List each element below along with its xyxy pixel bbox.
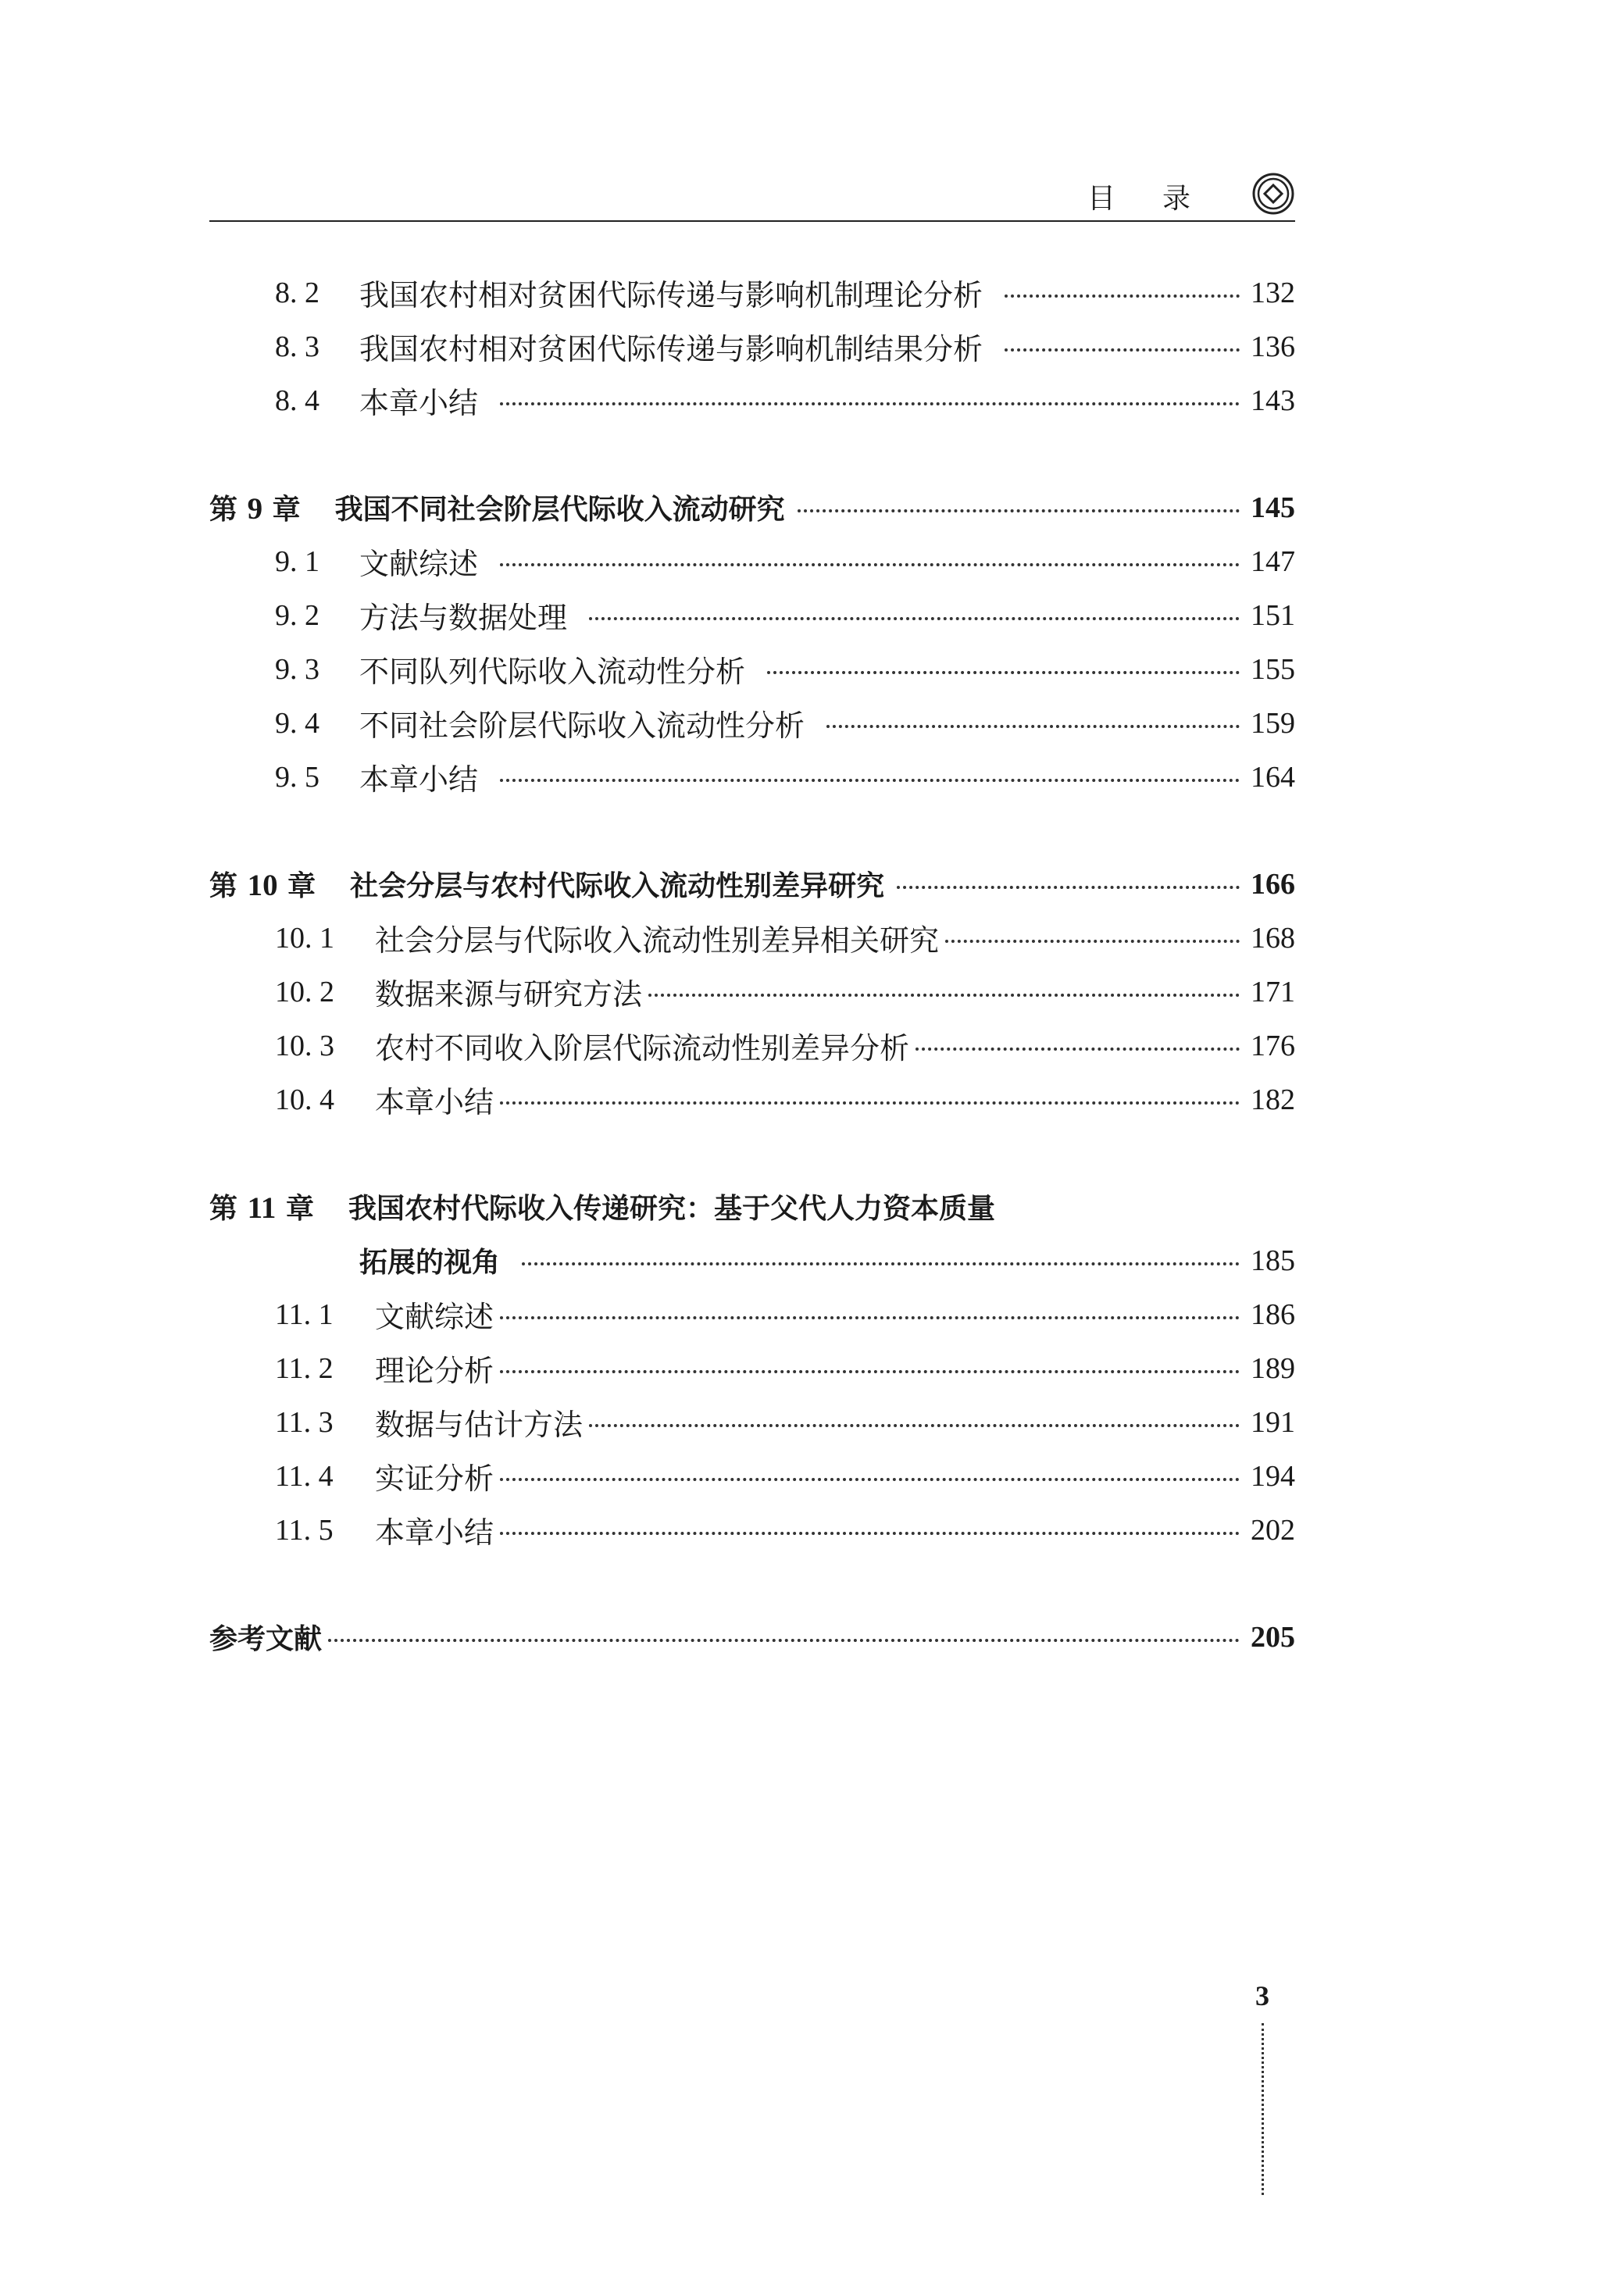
section-number: 8. 2 <box>275 276 319 309</box>
toc-entry-11-2[interactable] <box>209 1341 1295 1395</box>
toc-entry-10-3[interactable] <box>209 1019 1295 1073</box>
section-number: 11. 4 <box>275 1459 334 1493</box>
section-title: 数据来源与研究方法 <box>375 977 643 1012</box>
page-number: 151 <box>1251 598 1295 632</box>
header-title-char-2: 录 <box>1162 183 1237 215</box>
chapter-label-suffix: 章 <box>287 870 316 902</box>
toc-entry-8-3[interactable] <box>209 319 1295 373</box>
toc-chapter-10[interactable] <box>209 857 1295 911</box>
section-number: 10. 2 <box>275 975 334 1008</box>
dot-leader <box>826 725 1240 728</box>
dot-leader <box>328 1639 1240 1642</box>
section-number: 10. 3 <box>275 1029 334 1062</box>
section-title: 我国农村相对贫困代际传递与影响机制理论分析 <box>359 278 983 312</box>
folio-dotted-rule <box>1262 2023 1264 2195</box>
section-number: 9. 1 <box>275 544 319 578</box>
chapter-title-line-1: 我国农村代际收入传递研究：基于父代人力资本质量 <box>348 1193 995 1225</box>
toc-entry-10-2[interactable] <box>209 965 1295 1019</box>
section-title: 理论分析 <box>375 1354 494 1388</box>
section-number: 9. 5 <box>275 760 319 794</box>
section-title: 本章小结 <box>359 386 479 420</box>
section-title: 实证分析 <box>375 1462 494 1496</box>
toc-entry-9-3[interactable] <box>209 642 1295 696</box>
dot-leader <box>522 1262 1240 1265</box>
page-number: 205 <box>1251 1620 1295 1654</box>
section-title: 社会分层与代际收入流动性别差异相关研究 <box>375 923 940 958</box>
dot-leader <box>500 402 1240 405</box>
dot-leader <box>500 1370 1240 1373</box>
section-number: 11. 1 <box>275 1297 334 1331</box>
toc-entry-11-5[interactable] <box>209 1503 1295 1557</box>
section-number: 11. 5 <box>275 1513 334 1547</box>
dot-leader <box>897 886 1240 889</box>
table-of-contents <box>209 266 1295 1664</box>
section-title: 方法与数据处理 <box>359 601 568 635</box>
dot-leader <box>500 1101 1240 1105</box>
header-title <box>1087 177 1237 216</box>
toc-entry-9-5[interactable] <box>209 750 1295 804</box>
page-number: 186 <box>1251 1297 1295 1331</box>
section-number: 9. 4 <box>275 706 319 740</box>
toc-entry-9-2[interactable] <box>209 588 1295 642</box>
section-number: 10. 1 <box>275 921 334 955</box>
chapter-label <box>209 487 301 527</box>
chapter-title: 社会分层与农村代际收入流动性别差异研究 <box>350 870 885 902</box>
section-number: 11. 3 <box>275 1405 334 1439</box>
dot-leader <box>648 994 1240 997</box>
page-number: 202 <box>1251 1513 1295 1547</box>
section-title: 数据与估计方法 <box>375 1408 584 1442</box>
running-header <box>209 172 1295 220</box>
section-title: 不同队列代际收入流动性分析 <box>359 655 746 689</box>
page-number: 147 <box>1251 544 1295 578</box>
page-number: 166 <box>1251 867 1295 901</box>
chapter-title-line-2: 拓展的视角 <box>359 1247 501 1279</box>
chapter-number: 11 <box>247 1191 277 1225</box>
section-title: 本章小结 <box>375 1085 494 1119</box>
dot-leader <box>500 563 1240 566</box>
page-number: 159 <box>1251 706 1295 740</box>
spacer <box>209 1126 1295 1180</box>
toc-chapter-11-continued[interactable] <box>209 1233 1295 1287</box>
toc-references[interactable] <box>209 1610 1295 1664</box>
toc-entry-11-1[interactable] <box>209 1287 1295 1341</box>
chapter-number: 9 <box>247 492 263 526</box>
section-title: 文献综述 <box>375 1300 494 1334</box>
header-title-char-1: 目 <box>1087 183 1162 215</box>
section-title: 农村不同收入阶层代际流动性别差异分析 <box>375 1031 910 1065</box>
section-number: 8. 4 <box>275 384 319 417</box>
section-title: 不同社会阶层代际收入流动性分析 <box>359 708 805 743</box>
toc-chapter-9[interactable] <box>209 480 1295 534</box>
page-number: 194 <box>1251 1459 1295 1493</box>
toc-entry-9-4[interactable] <box>209 696 1295 750</box>
references-title: 参考文献 <box>209 1623 323 1655</box>
spacer <box>209 1557 1295 1610</box>
diamond-circle-icon <box>1251 172 1295 216</box>
chapter-number: 10 <box>247 869 278 902</box>
page-number: 171 <box>1251 975 1295 1008</box>
dot-leader <box>589 1424 1240 1427</box>
page-number: 145 <box>1251 491 1295 524</box>
page-number: 191 <box>1251 1405 1295 1439</box>
chapter-label-suffix: 章 <box>272 494 301 526</box>
toc-chapter-11[interactable] <box>209 1180 1295 1233</box>
dot-leader <box>798 509 1240 512</box>
dot-leader <box>500 1478 1240 1481</box>
page-number: 185 <box>1251 1244 1295 1277</box>
section-title: 我国农村相对贫困代际传递与影响机制结果分析 <box>359 332 983 366</box>
dot-leader <box>916 1048 1240 1051</box>
toc-entry-11-4[interactable] <box>209 1449 1295 1503</box>
page-number: 136 <box>1251 330 1295 363</box>
dot-leader <box>589 617 1240 620</box>
section-title: 文献综述 <box>359 547 479 581</box>
page-number: 155 <box>1251 652 1295 686</box>
section-number: 8. 3 <box>275 330 319 363</box>
toc-entry-11-3[interactable] <box>209 1395 1295 1449</box>
page-number: 182 <box>1251 1083 1295 1116</box>
chapter-label <box>209 864 316 904</box>
section-number: 9. 2 <box>275 598 319 632</box>
chapter-title: 我国不同社会阶层代际收入流动研究 <box>334 494 785 526</box>
spacer <box>209 427 1295 480</box>
page-folio: 3 <box>1255 1980 1269 2011</box>
page-number: 164 <box>1251 760 1295 794</box>
section-title: 本章小结 <box>359 762 479 797</box>
page-number: 132 <box>1251 276 1295 309</box>
dot-leader <box>500 1316 1240 1319</box>
chapter-label-prefix: 第 <box>209 870 238 902</box>
dot-leader <box>1005 348 1240 352</box>
chapter-label-prefix: 第 <box>209 1193 238 1225</box>
toc-entry-10-4[interactable] <box>209 1073 1295 1126</box>
section-number: 10. 4 <box>275 1083 334 1116</box>
section-number: 9. 3 <box>275 652 319 686</box>
section-title: 本章小结 <box>375 1515 494 1550</box>
dot-leader <box>1005 294 1240 298</box>
section-number: 11. 2 <box>275 1351 334 1385</box>
toc-entry-9-1[interactable] <box>209 534 1295 588</box>
dot-leader <box>500 1532 1240 1535</box>
page-number: 143 <box>1251 384 1295 417</box>
chapter-label-suffix: 章 <box>285 1193 314 1225</box>
chapter-label <box>209 1187 314 1226</box>
dot-leader <box>500 779 1240 782</box>
chapter-label-prefix: 第 <box>209 494 238 526</box>
toc-entry-8-4[interactable] <box>209 373 1295 427</box>
dot-leader <box>945 940 1240 943</box>
spacer <box>209 804 1295 857</box>
header-rule <box>209 220 1295 222</box>
page-number: 168 <box>1251 921 1295 955</box>
toc-entry-8-2[interactable] <box>209 266 1295 319</box>
page-number: 176 <box>1251 1029 1295 1062</box>
page-number: 189 <box>1251 1351 1295 1385</box>
dot-leader <box>767 671 1240 674</box>
toc-entry-10-1[interactable] <box>209 911 1295 965</box>
